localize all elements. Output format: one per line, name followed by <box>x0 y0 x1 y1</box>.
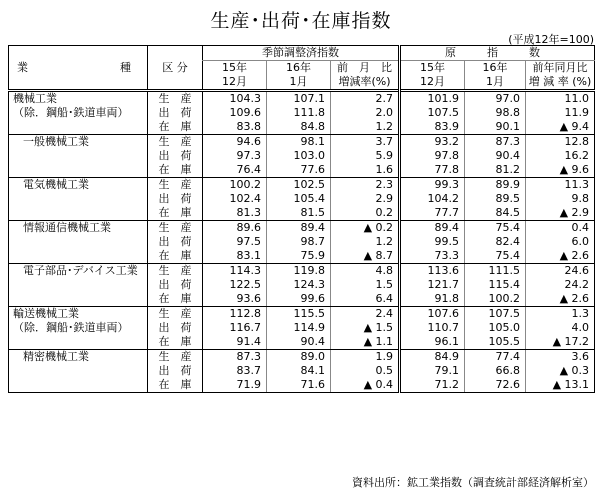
value-cell: 107.5 <box>400 106 465 120</box>
value-cell: 97.8 <box>400 149 465 163</box>
category-label: 出 荷 <box>148 235 203 249</box>
category-label: 在 庫 <box>148 335 203 350</box>
value-cell: 97.5 <box>203 235 267 249</box>
industry-name: 情報通信機械工業 <box>23 221 111 234</box>
value-cell: 91.4 <box>203 335 267 350</box>
value-cell: 100.2 <box>203 178 267 193</box>
value-cell: 102.4 <box>203 192 267 206</box>
value-cell: 2.7 <box>331 91 400 107</box>
value-cell: ▲ 13.1 <box>526 378 595 393</box>
value-cell: 94.6 <box>203 135 267 150</box>
industry-cell <box>9 91 148 135</box>
industry-cell <box>9 264 148 307</box>
value-cell: 4.8 <box>331 264 400 279</box>
value-cell: 1.3 <box>526 307 595 322</box>
value-cell: 105.5 <box>465 335 526 350</box>
industry-cell <box>9 307 148 350</box>
header-seasonal-16-year: 16年 <box>267 61 331 76</box>
category-label: 出 荷 <box>148 321 203 335</box>
industry-name: 電気機械工業 <box>23 178 89 191</box>
value-cell: 122.5 <box>203 278 267 292</box>
value-cell: 6.4 <box>331 292 400 307</box>
value-cell: 83.8 <box>203 120 267 135</box>
value-cell: ▲ 0.3 <box>526 364 595 378</box>
industry-cell <box>9 178 148 221</box>
value-cell: 2.3 <box>331 178 400 193</box>
category-label: 出 荷 <box>148 106 203 120</box>
value-cell: 89.4 <box>400 221 465 236</box>
value-cell: 107.1 <box>267 91 331 107</box>
value-cell: 98.7 <box>267 235 331 249</box>
value-cell: 89.4 <box>267 221 331 236</box>
value-cell: ▲ 8.7 <box>331 249 400 264</box>
value-cell: 83.9 <box>400 120 465 135</box>
value-cell: 121.7 <box>400 278 465 292</box>
value-cell: 3.6 <box>526 350 595 365</box>
value-cell: 24.2 <box>526 278 595 292</box>
value-cell: 81.2 <box>465 163 526 178</box>
value-cell: 90.4 <box>465 149 526 163</box>
category-label: 生 産 <box>148 135 203 150</box>
value-cell: 90.4 <box>267 335 331 350</box>
industry-subnote: （除．鋼船･鉄道車両） <box>13 106 129 119</box>
category-label: 生 産 <box>148 307 203 322</box>
value-cell: 83.1 <box>203 249 267 264</box>
value-cell: 97.3 <box>203 149 267 163</box>
value-cell: ▲ 1.1 <box>331 335 400 350</box>
value-cell: 89.9 <box>465 178 526 193</box>
value-cell: 107.5 <box>465 307 526 322</box>
value-cell: 81.3 <box>203 206 267 221</box>
value-cell: ▲ 17.2 <box>526 335 595 350</box>
value-cell: 2.9 <box>331 192 400 206</box>
value-cell: 1.5 <box>331 278 400 292</box>
value-cell: 102.5 <box>267 178 331 193</box>
table-row <box>9 135 595 150</box>
industry-name: 機械工業 <box>13 92 57 105</box>
industry-name: 電子部品･デバイス工業 <box>23 264 138 277</box>
category-label: 在 庫 <box>148 249 203 264</box>
header-category: 区 分 <box>148 46 203 91</box>
value-cell: 90.1 <box>465 120 526 135</box>
header-original-15-month: 12月 <box>400 75 465 91</box>
value-cell: ▲ 2.9 <box>526 206 595 221</box>
value-cell: 119.8 <box>267 264 331 279</box>
base-year-note: (平成12年=100) <box>508 33 594 46</box>
value-cell: 6.0 <box>526 235 595 249</box>
value-cell: 75.4 <box>465 221 526 236</box>
value-cell: 84.1 <box>267 364 331 378</box>
value-cell: 105.0 <box>465 321 526 335</box>
category-label: 在 庫 <box>148 206 203 221</box>
value-cell: 124.3 <box>267 278 331 292</box>
industry-subnote: （除．鋼船･鉄道車両） <box>13 321 129 334</box>
value-cell: 98.8 <box>465 106 526 120</box>
industry-name: 一般機械工業 <box>23 135 89 148</box>
value-cell: 77.8 <box>400 163 465 178</box>
header-original-16-year: 16年 <box>465 61 526 76</box>
value-cell: 11.9 <box>526 106 595 120</box>
value-cell: 1.2 <box>331 120 400 135</box>
value-cell: 84.9 <box>400 350 465 365</box>
value-cell: 71.6 <box>267 378 331 393</box>
value-cell: 4.0 <box>526 321 595 335</box>
value-cell: 77.6 <box>267 163 331 178</box>
value-cell: 77.4 <box>465 350 526 365</box>
value-cell: ▲ 9.4 <box>526 120 595 135</box>
value-cell: 0.5 <box>331 364 400 378</box>
category-label: 生 産 <box>148 91 203 107</box>
table-body <box>9 91 595 393</box>
table-row <box>9 350 595 365</box>
value-cell: 5.9 <box>331 149 400 163</box>
value-cell: 84.5 <box>465 206 526 221</box>
industry-cell <box>9 135 148 178</box>
header-seasonal-15-month: 12月 <box>203 75 267 91</box>
value-cell: 105.4 <box>267 192 331 206</box>
value-cell: 1.6 <box>331 163 400 178</box>
value-cell: 114.3 <box>203 264 267 279</box>
value-cell: 98.1 <box>267 135 331 150</box>
value-cell: 89.5 <box>465 192 526 206</box>
value-cell: 104.3 <box>203 91 267 107</box>
value-cell: 73.3 <box>400 249 465 264</box>
value-cell: 1.2 <box>331 235 400 249</box>
industry-name: 輸送機械工業 <box>13 307 79 320</box>
value-cell: 11.3 <box>526 178 595 193</box>
header-mom-line2: 増減率(%) <box>331 75 400 91</box>
value-cell: 71.2 <box>400 378 465 393</box>
table-row <box>9 221 595 236</box>
value-cell: 9.8 <box>526 192 595 206</box>
category-label: 出 荷 <box>148 364 203 378</box>
category-label: 出 荷 <box>148 278 203 292</box>
value-cell: 89.0 <box>267 350 331 365</box>
value-cell: 104.2 <box>400 192 465 206</box>
value-cell: 82.4 <box>465 235 526 249</box>
table-header <box>9 46 595 91</box>
value-cell: 3.7 <box>331 135 400 150</box>
value-cell: 81.5 <box>267 206 331 221</box>
header-seasonal: 季節調整済指数 <box>203 46 400 61</box>
header-seasonal-16-month: 1月 <box>267 75 331 91</box>
category-label: 生 産 <box>148 350 203 365</box>
category-label: 出 荷 <box>148 192 203 206</box>
value-cell: 111.8 <box>267 106 331 120</box>
value-cell: 75.9 <box>267 249 331 264</box>
category-label: 生 産 <box>148 178 203 193</box>
value-cell: 115.4 <box>465 278 526 292</box>
value-cell: 0.2 <box>331 206 400 221</box>
header-yoy-line2: 増 減 率 (%) <box>526 75 595 91</box>
value-cell: 109.6 <box>203 106 267 120</box>
value-cell: 84.8 <box>267 120 331 135</box>
source-note: 資料出所：鉱工業指数（調査統計部経済解析室） <box>352 476 594 489</box>
value-cell: 1.9 <box>331 350 400 365</box>
value-cell: 87.3 <box>465 135 526 150</box>
value-cell: 12.8 <box>526 135 595 150</box>
value-cell: 83.7 <box>203 364 267 378</box>
value-cell: 66.8 <box>465 364 526 378</box>
value-cell: 0.4 <box>526 221 595 236</box>
header-industry <box>9 46 148 91</box>
header-mom-line1: 前 月 比 <box>331 61 400 76</box>
value-cell: ▲ 0.2 <box>331 221 400 236</box>
category-label: 出 荷 <box>148 149 203 163</box>
category-label: 在 庫 <box>148 378 203 393</box>
value-cell: 110.7 <box>400 321 465 335</box>
value-cell: 87.3 <box>203 350 267 365</box>
value-cell: 107.6 <box>400 307 465 322</box>
industry-cell <box>9 350 148 393</box>
industry-name: 精密機械工業 <box>23 350 89 363</box>
value-cell: ▲ 9.6 <box>526 163 595 178</box>
value-cell: 2.0 <box>331 106 400 120</box>
value-cell: 89.6 <box>203 221 267 236</box>
page-title: 生産･出荷･在庫指数 <box>210 10 392 32</box>
value-cell: 93.6 <box>203 292 267 307</box>
header-original: 原 指 数 <box>400 46 595 61</box>
header-industry-right: 種 <box>120 60 137 74</box>
value-cell: 79.1 <box>400 364 465 378</box>
value-cell: 99.6 <box>267 292 331 307</box>
category-label: 在 庫 <box>148 292 203 307</box>
value-cell: 101.9 <box>400 91 465 107</box>
category-label: 生 産 <box>148 264 203 279</box>
value-cell: 114.9 <box>267 321 331 335</box>
value-cell: 100.2 <box>465 292 526 307</box>
header-original-15-year: 15年 <box>400 61 465 76</box>
header-original-16-month: 1月 <box>465 75 526 91</box>
value-cell: 93.2 <box>400 135 465 150</box>
value-cell: 103.0 <box>267 149 331 163</box>
value-cell: 112.8 <box>203 307 267 322</box>
header-seasonal-15-year: 15年 <box>203 61 267 76</box>
value-cell: 99.3 <box>400 178 465 193</box>
value-cell: ▲ 1.5 <box>331 321 400 335</box>
table-row <box>9 264 595 279</box>
index-table <box>8 45 595 393</box>
value-cell: 96.1 <box>400 335 465 350</box>
value-cell: 116.7 <box>203 321 267 335</box>
value-cell: ▲ 2.6 <box>526 292 595 307</box>
industry-cell <box>9 221 148 264</box>
table-row <box>9 178 595 193</box>
value-cell: 76.4 <box>203 163 267 178</box>
value-cell: 16.2 <box>526 149 595 163</box>
value-cell: 113.6 <box>400 264 465 279</box>
value-cell: 72.6 <box>465 378 526 393</box>
header-yoy-line1: 前年同月比 <box>526 61 595 76</box>
value-cell: 77.7 <box>400 206 465 221</box>
value-cell: 115.5 <box>267 307 331 322</box>
value-cell: 97.0 <box>465 91 526 107</box>
category-label: 生 産 <box>148 221 203 236</box>
value-cell: 91.8 <box>400 292 465 307</box>
value-cell: 99.5 <box>400 235 465 249</box>
value-cell: ▲ 0.4 <box>331 378 400 393</box>
value-cell: 75.4 <box>465 249 526 264</box>
table-row <box>9 307 595 322</box>
value-cell: 11.0 <box>526 91 595 107</box>
category-label: 在 庫 <box>148 163 203 178</box>
value-cell: 2.4 <box>331 307 400 322</box>
value-cell: ▲ 2.6 <box>526 249 595 264</box>
table-row <box>9 91 595 107</box>
header-industry-left: 業 <box>17 60 34 74</box>
category-label: 在 庫 <box>148 120 203 135</box>
value-cell: 111.5 <box>465 264 526 279</box>
value-cell: 24.6 <box>526 264 595 279</box>
value-cell: 71.9 <box>203 378 267 393</box>
